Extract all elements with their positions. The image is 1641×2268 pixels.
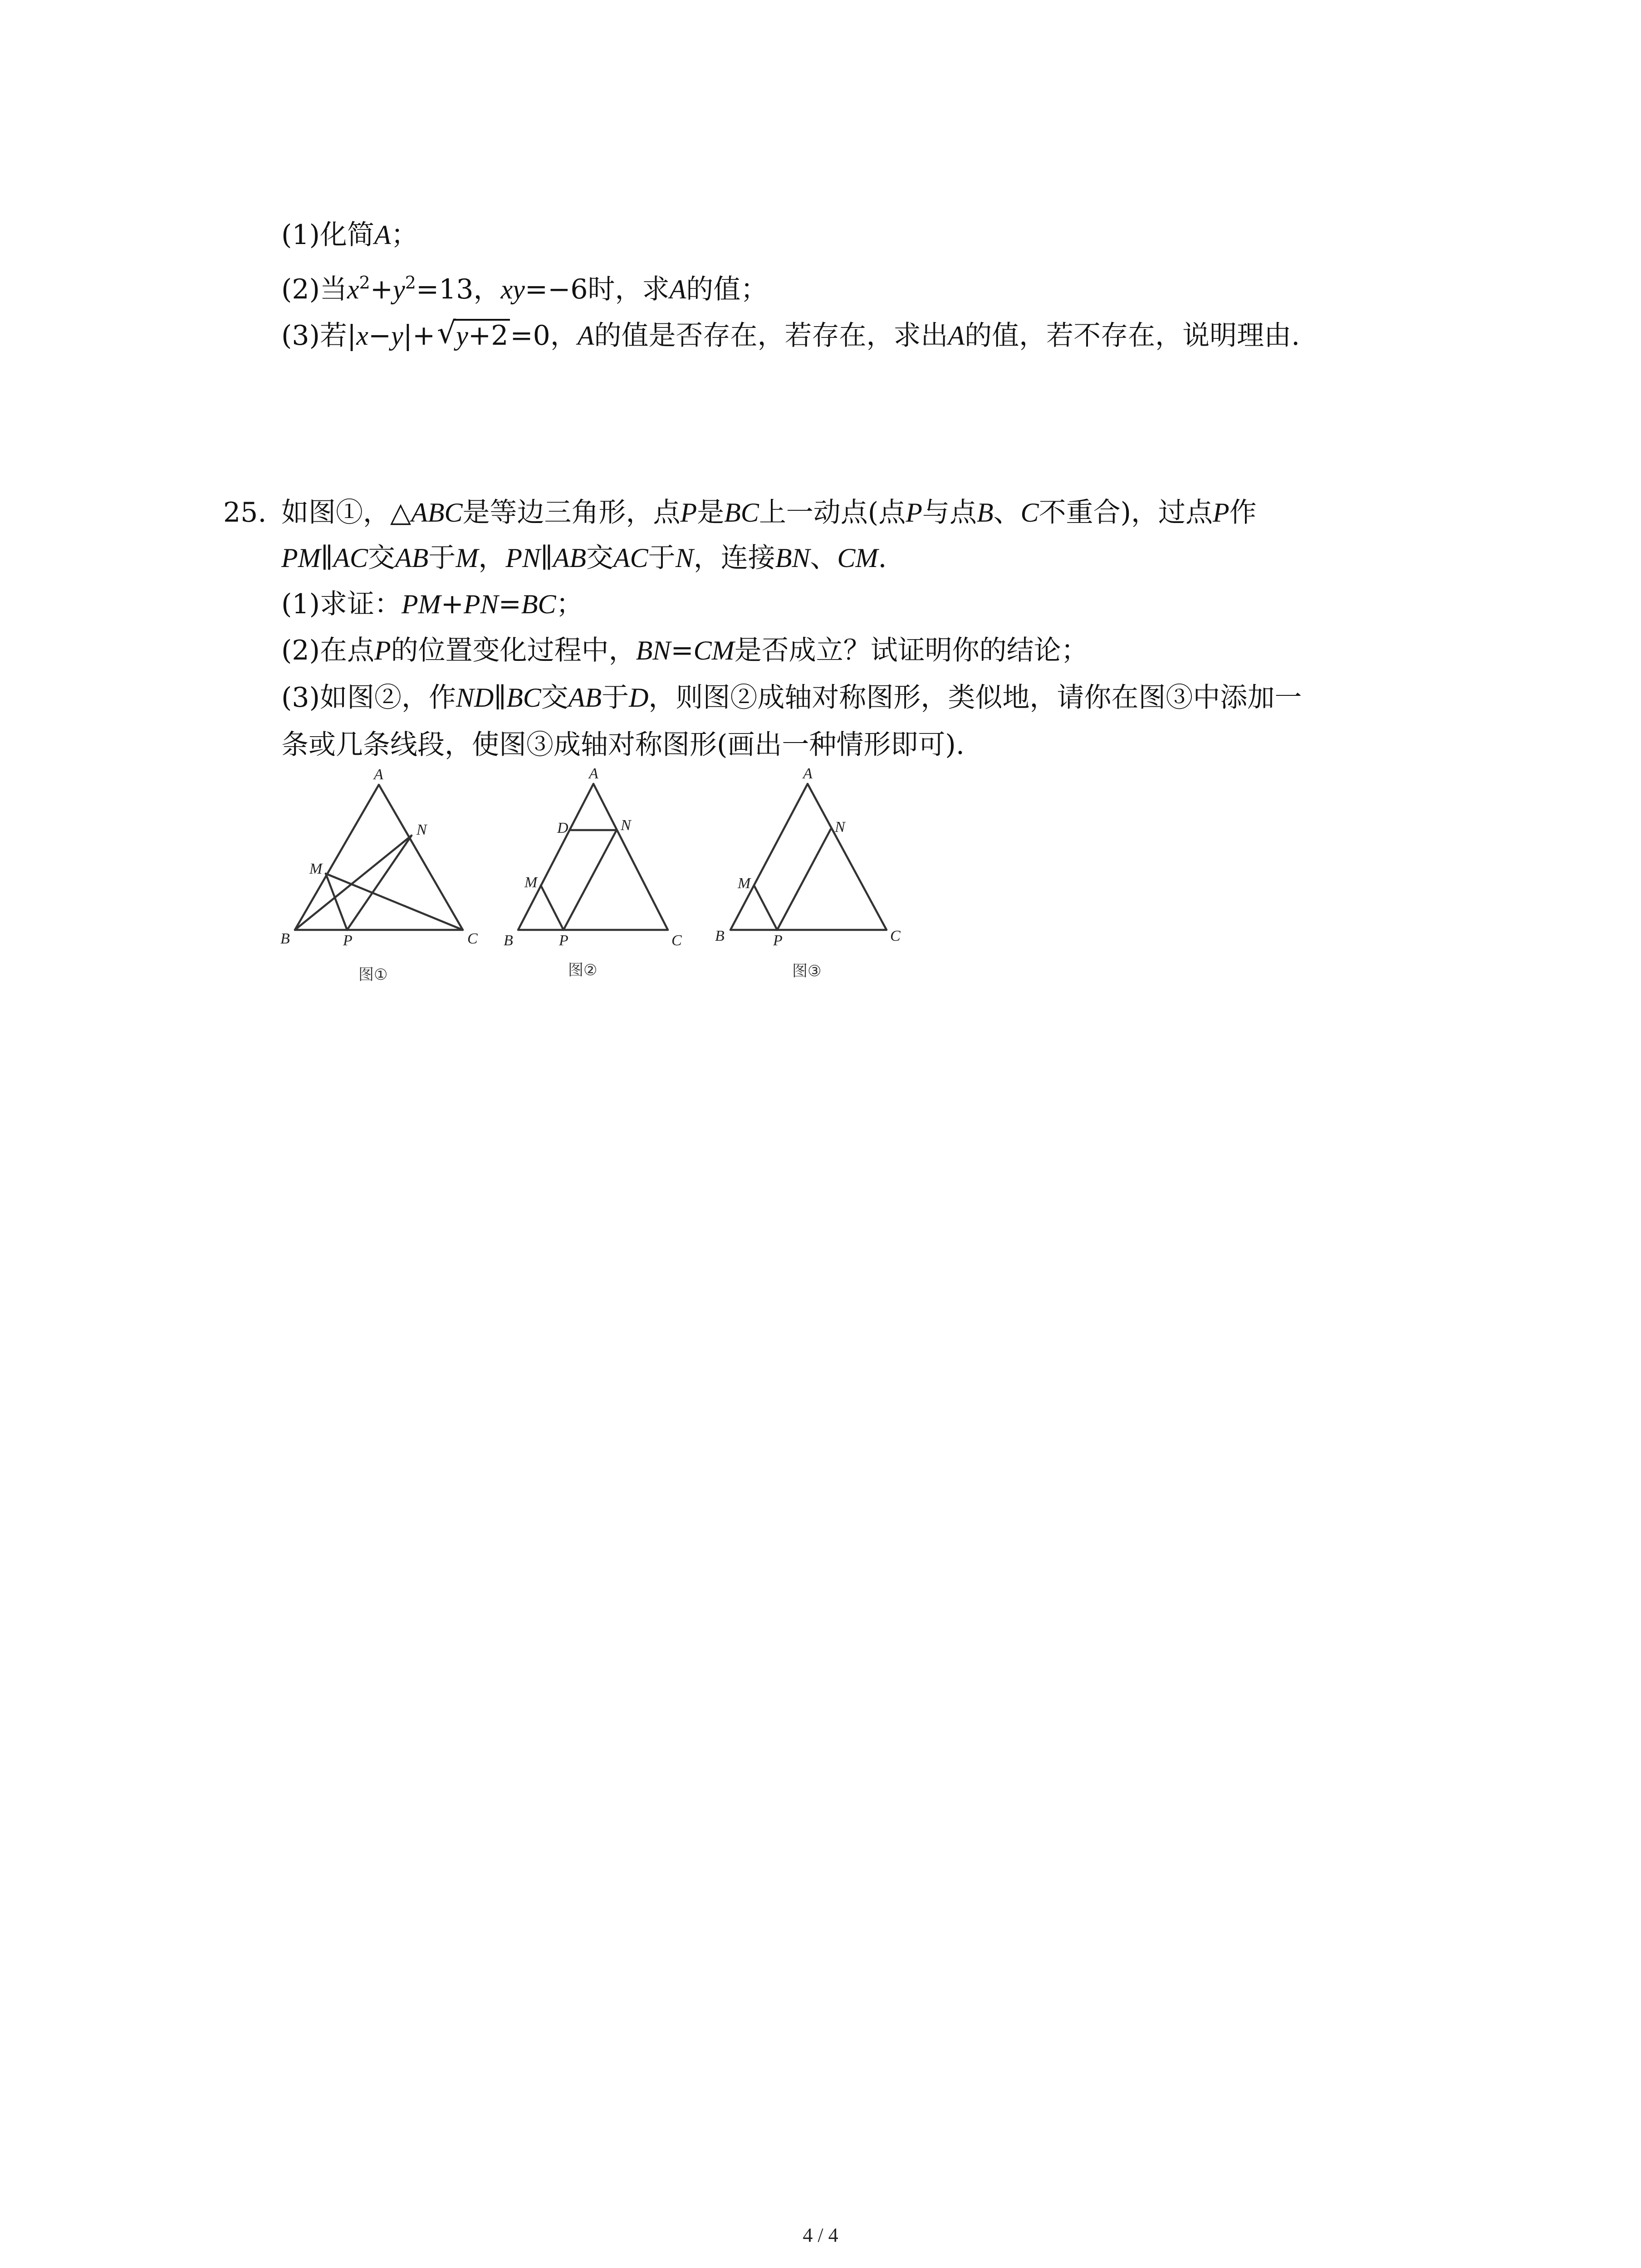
figure-1-label-p: P <box>343 932 353 949</box>
q24-part1-label: (1)化简 <box>281 219 374 251</box>
q24-part3-mid: 的值是否存在，若存在，求出 <box>594 320 948 352</box>
text-run: 、 <box>810 542 838 574</box>
text-run: 交 <box>541 682 568 714</box>
text-run: ∥ <box>320 542 333 574</box>
math-var: N <box>675 543 694 573</box>
text-run: 交 <box>368 542 396 574</box>
text-run: (1)求证： <box>281 588 402 620</box>
figure-3-label-c: C <box>890 928 901 944</box>
text-run: (3)如图②，作 <box>281 682 456 714</box>
figure-1-label-b: B <box>280 930 290 947</box>
q24-part3-minus: − <box>368 320 392 352</box>
text-run: 是否成立？试证明你的结论； <box>734 635 1088 666</box>
text-run: 是等边三角形，点 <box>462 497 681 528</box>
math-var: AB <box>568 683 602 713</box>
q25-part3-line2 <box>281 727 965 763</box>
q25-part2 <box>281 632 1088 669</box>
text-run: 于 <box>648 542 676 574</box>
text-run: ； <box>556 588 583 620</box>
q25-line2 <box>281 540 887 576</box>
text-run: 作 <box>1229 497 1257 528</box>
q24-part2-label: (2)当 <box>281 274 347 305</box>
text-run: 的位置变化过程中， <box>391 635 636 666</box>
text-run: + <box>441 588 464 620</box>
figure-2-label-d: D <box>557 820 568 836</box>
math-var: BC <box>724 498 759 528</box>
math-var: PM <box>402 589 441 619</box>
text-run: 不重合)，过点 <box>1038 497 1213 528</box>
figure-2-segment-pm <box>541 885 563 930</box>
math-var: AC <box>613 543 648 573</box>
figure-3-caption: 图③ <box>792 962 822 980</box>
figure-3-triangle-abc <box>730 784 887 930</box>
figure-1-label-a: A <box>374 767 383 783</box>
math-var: B <box>976 498 994 528</box>
radicand <box>454 319 510 351</box>
text-run: 于 <box>428 542 456 574</box>
text-run: (2)在点 <box>281 635 374 666</box>
figure-3-label-p: P <box>773 932 783 949</box>
text-run: ∥ <box>494 682 507 714</box>
math-var: AB <box>395 543 429 573</box>
q24-part3-after: =0， <box>510 320 578 352</box>
figure-1-label-c: C <box>467 930 478 947</box>
figure-1-triangle-abc <box>295 785 463 930</box>
figure-2-label-b: B <box>504 932 513 949</box>
figure-2-label-a: A <box>589 767 598 782</box>
math-var: BN <box>775 543 810 573</box>
text-run: 上一动点(点 <box>759 497 906 528</box>
figure-3-diagram <box>730 784 887 930</box>
math-var: PN <box>505 543 540 573</box>
q24-part1 <box>281 217 418 253</box>
q25-part3-line1 <box>281 679 1302 716</box>
figure-1-diagram <box>295 785 463 930</box>
math-var: D <box>629 683 649 713</box>
figure-2-caption: 图② <box>568 961 598 979</box>
math-var: ND <box>456 683 494 713</box>
text-run: 如图①，△ <box>281 497 411 528</box>
math-var: BC <box>521 589 556 619</box>
text-run: 、 <box>993 497 1021 528</box>
q24-part3-end: 的值，若不存在，说明理由. <box>965 320 1300 352</box>
q24-part3-A1: A <box>577 321 594 351</box>
math-var: P <box>1213 498 1230 528</box>
figure-2-label-m: M <box>524 874 538 891</box>
text-run: ∥ <box>540 542 553 574</box>
square-root <box>437 315 510 354</box>
math-var: M <box>456 543 479 573</box>
figure-3-label-m: M <box>738 875 751 892</box>
radicand-rest: +2 <box>468 320 509 352</box>
math-var: P <box>374 635 391 665</box>
q24-part2-xy: xy <box>500 274 525 304</box>
q24-part3-x: x <box>356 321 368 351</box>
text-run: 交 <box>586 542 614 574</box>
q25-number: 25. <box>223 497 267 528</box>
q24-part2-exp-x: 2 <box>359 273 370 293</box>
q25-part1 <box>281 586 583 622</box>
figure-3-segment-pn <box>777 829 831 930</box>
figure-2-label-n: N <box>621 817 631 834</box>
radical-sign-icon: √ <box>437 315 456 350</box>
figure-2-segment-pn <box>563 830 617 930</box>
math-var: ABC <box>411 498 463 528</box>
q24-part3-abs-plus: |+ <box>403 320 436 352</box>
math-var: P <box>906 498 922 528</box>
text-run: . <box>878 542 887 574</box>
figure-1-label-m: M <box>309 860 323 877</box>
math-var: CM <box>837 543 878 573</box>
math-var: PM <box>281 543 321 573</box>
q24-part3-A2: A <box>948 321 965 351</box>
figure-3-label-a: A <box>803 767 813 782</box>
text-run: 是 <box>697 497 725 528</box>
figure-2-triangle-abc <box>518 784 668 930</box>
math-var: P <box>680 498 697 528</box>
q24-part3 <box>281 315 1300 354</box>
math-var: BN <box>636 635 671 665</box>
figure-1-segment-pn <box>347 836 411 930</box>
math-var: CM <box>693 635 735 665</box>
figure-2-label-c: C <box>671 932 682 949</box>
q24-part2-x: x <box>347 274 359 304</box>
text-run: ，连接 <box>693 542 775 574</box>
figure-3-label-n: N <box>835 819 845 836</box>
q24-part2-A: A <box>669 274 686 304</box>
text-run: 与点 <box>922 497 977 528</box>
q24-part3-y: y <box>391 321 403 351</box>
math-var: AC <box>333 543 368 573</box>
q24-part2-exp-y: 2 <box>405 273 416 293</box>
text-run: ， <box>478 542 506 574</box>
math-var: C <box>1020 498 1039 528</box>
text-run: 条或几条线段，使图③成轴对称图形(画出一种情形即可). <box>281 729 965 761</box>
text-run: ，则图②成轴对称图形，类似地，请你在图③中添加一 <box>648 682 1302 714</box>
q24-part2-plus: + <box>370 274 393 305</box>
figure-3-segment-pm <box>754 885 777 930</box>
q24-part2-eqneg6: =−6时，求 <box>524 274 670 305</box>
math-var: PN <box>463 589 499 619</box>
math-var: AB <box>553 543 587 573</box>
q24-part2-y: y <box>393 274 405 304</box>
q24-part1-var: A <box>374 220 391 250</box>
radicand-y: y <box>456 321 468 351</box>
figure-1-segment-bn <box>295 836 411 930</box>
q24-part2-eq13: =13， <box>416 274 501 305</box>
figure-2-label-p: P <box>559 932 568 949</box>
figures-group <box>272 767 935 989</box>
q25-line1 <box>281 494 1257 531</box>
q24-part3-label: (3)若| <box>281 320 357 352</box>
text-run: = <box>498 588 521 620</box>
figure-2-diagram <box>518 784 668 930</box>
figure-1-segment-cm <box>326 874 463 930</box>
page-number: 4 / 4 <box>803 2224 838 2246</box>
text-run: = <box>671 635 694 666</box>
math-var: BC <box>506 683 541 713</box>
q24-part1-end: ； <box>391 219 418 251</box>
q24-part2 <box>281 271 768 308</box>
figure-1-label-n: N <box>416 821 427 838</box>
figure-1-caption: 图① <box>358 966 388 984</box>
q24-part2-end: 的值； <box>686 274 768 305</box>
text-run: 于 <box>602 682 629 714</box>
figure-3-label-b: B <box>715 928 725 944</box>
